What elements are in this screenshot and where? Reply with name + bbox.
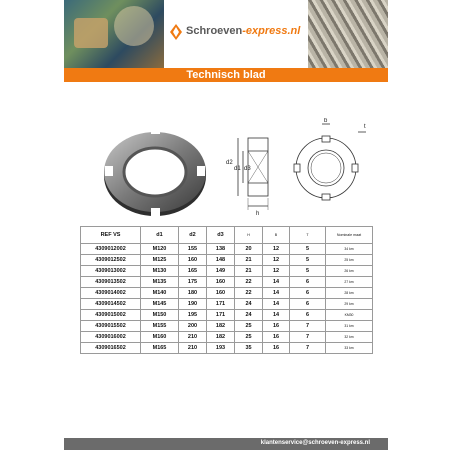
col-header: d2 <box>179 227 207 244</box>
logo-icon <box>170 24 182 40</box>
logo <box>164 0 308 68</box>
table-cell: 4309016502 <box>81 343 141 354</box>
table-cell: 22 <box>235 277 263 288</box>
lock-nut-image <box>100 126 210 222</box>
page-title: Technisch blad <box>186 69 266 81</box>
table-cell: 5 <box>290 255 326 266</box>
table-cell: 35 <box>235 343 263 354</box>
table-cell: 4309015002 <box>81 310 141 321</box>
table-cell: 32 km <box>326 332 373 343</box>
table-cell: 6 <box>290 299 326 310</box>
table-cell: KM30 <box>326 310 373 321</box>
table-cell: 4309014502 <box>81 299 141 310</box>
table-cell: 4309013002 <box>81 266 141 277</box>
col-header: B <box>263 227 290 244</box>
col-header: T <box>290 227 326 244</box>
table-cell: 5 <box>290 266 326 277</box>
technical-drawing <box>226 118 372 218</box>
table-cell: 7 <box>290 343 326 354</box>
table-cell: 182 <box>207 332 235 343</box>
header-photo-tools <box>64 0 164 68</box>
table-cell: 34 km <box>326 244 373 255</box>
table-row <box>81 288 373 299</box>
table-cell: 21 <box>235 255 263 266</box>
table-cell: 4309012502 <box>81 255 141 266</box>
footer-bar <box>64 438 388 450</box>
table-row <box>81 277 373 288</box>
table-cell: 160 <box>207 277 235 288</box>
header-banner <box>64 0 388 68</box>
table-cell: 24 <box>235 310 263 321</box>
table-cell: 14 <box>263 310 290 321</box>
table-cell: 12 <box>263 266 290 277</box>
table-cell: 155 <box>179 244 207 255</box>
table-cell: 165 <box>179 266 207 277</box>
table-cell: 200 <box>179 321 207 332</box>
table-cell: 29 km <box>326 299 373 310</box>
table-cell: 14 <box>263 288 290 299</box>
table-cell: 16 <box>263 343 290 354</box>
table-cell: M150 <box>141 310 179 321</box>
table-cell: 6 <box>290 277 326 288</box>
table-cell: 27 km <box>326 277 373 288</box>
table-cell: 14 <box>263 277 290 288</box>
logo-text: Schroeven-express.nl <box>186 25 301 37</box>
table-row <box>81 244 373 255</box>
table-cell: 5 <box>290 244 326 255</box>
table-row <box>81 321 373 332</box>
table-cell: 25 <box>235 321 263 332</box>
table-cell: 7 <box>290 321 326 332</box>
table-cell: 14 <box>263 299 290 310</box>
table-cell: 33 km <box>326 343 373 354</box>
table-row <box>81 332 373 343</box>
table-cell: 175 <box>179 277 207 288</box>
table-cell: 6 <box>290 310 326 321</box>
table-cell: 12 <box>263 244 290 255</box>
table-row <box>81 343 373 354</box>
table-cell: 171 <box>207 299 235 310</box>
table-cell: M160 <box>141 332 179 343</box>
table-cell: M135 <box>141 277 179 288</box>
table-cell: 16 <box>263 321 290 332</box>
table-cell: 25 km <box>326 255 373 266</box>
table-row <box>81 310 373 321</box>
table-cell: 16 <box>263 332 290 343</box>
col-header: REF VS <box>81 227 141 244</box>
label-d2: d2 <box>226 160 233 166</box>
dimensions-table <box>80 226 373 354</box>
table-cell: 6 <box>290 288 326 299</box>
table-cell: M155 <box>141 321 179 332</box>
table-cell: 190 <box>179 299 207 310</box>
table-cell: M140 <box>141 288 179 299</box>
contact-email[interactable]: klantenservice@schroeven-express.nl <box>260 440 370 446</box>
table-cell: 180 <box>179 288 207 299</box>
table-cell: 160 <box>179 255 207 266</box>
table-cell: 7 <box>290 332 326 343</box>
table-cell: 22 <box>235 288 263 299</box>
table-cell: M130 <box>141 266 179 277</box>
table-row <box>81 299 373 310</box>
label-b: b <box>324 118 328 124</box>
table-cell: 4309012002 <box>81 244 141 255</box>
table-cell: M120 <box>141 244 179 255</box>
label-h: h <box>256 211 260 217</box>
table-cell: 4309015502 <box>81 321 141 332</box>
table-header-row <box>81 227 373 244</box>
table-cell: 4309016002 <box>81 332 141 343</box>
table-cell: 149 <box>207 266 235 277</box>
table-cell: 160 <box>207 288 235 299</box>
table-row <box>81 266 373 277</box>
table-cell: 24 <box>235 299 263 310</box>
table-cell: M145 <box>141 299 179 310</box>
table-cell: 26 km <box>326 266 373 277</box>
table-cell: 21 <box>235 266 263 277</box>
table-cell: M125 <box>141 255 179 266</box>
table-cell: 171 <box>207 310 235 321</box>
table-cell: 28 km <box>326 288 373 299</box>
table-cell: 195 <box>179 310 207 321</box>
label-d3: d3 <box>244 166 251 172</box>
col-header: Nominale maat <box>326 227 373 244</box>
table-row <box>81 255 373 266</box>
table-cell: M165 <box>141 343 179 354</box>
col-header: d1 <box>141 227 179 244</box>
title-bar <box>64 68 388 82</box>
table-cell: 20 <box>235 244 263 255</box>
table-cell: 12 <box>263 255 290 266</box>
col-header: H <box>235 227 263 244</box>
table-cell: 4309013502 <box>81 277 141 288</box>
table-cell: 182 <box>207 321 235 332</box>
table-cell: 31 km <box>326 321 373 332</box>
table-cell: 25 <box>235 332 263 343</box>
table-cell: 148 <box>207 255 235 266</box>
label-d1: d1 <box>234 166 241 172</box>
table-cell: 210 <box>179 343 207 354</box>
table-cell: 4309014002 <box>81 288 141 299</box>
table-cell: 138 <box>207 244 235 255</box>
header-photo-screws <box>308 0 388 68</box>
table-cell: 193 <box>207 343 235 354</box>
col-header: d3 <box>207 227 235 244</box>
label-t: t <box>364 124 366 130</box>
table-cell: 210 <box>179 332 207 343</box>
